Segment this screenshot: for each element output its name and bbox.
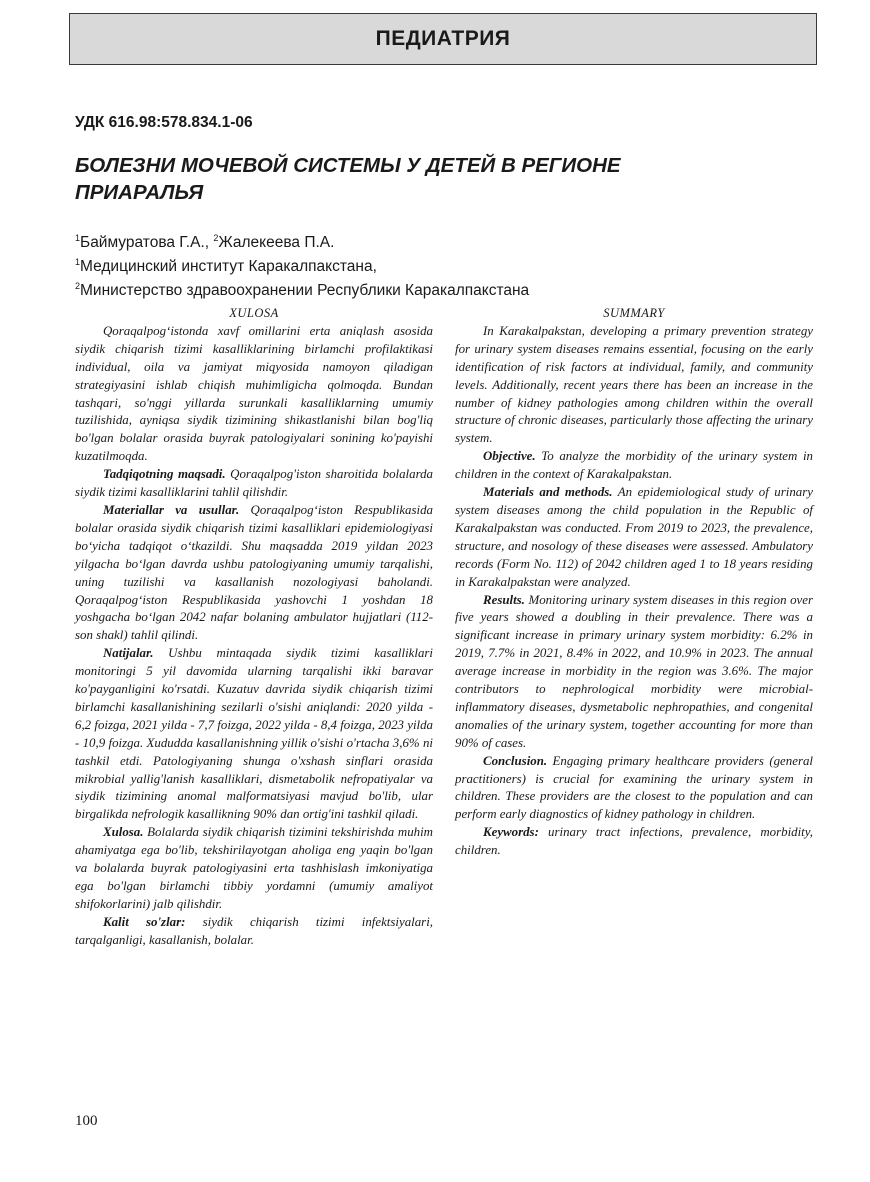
article-title <box>75 152 795 206</box>
title-line-1: БОЛЕЗНИ МОЧЕВОЙ СИСТЕМЫ У ДЕТЕЙ В РЕГИОНЕ <box>75 154 621 177</box>
results-text: Ushbu mintaqada siydik tizimi kasalliklari monitoringi 5 yil davomida ularning tarqalishi ikki baravar ko'payganligini ko'rsatdi. Kuzatuv davrida siydik chiqarish tizimi birlamchi kasallanishining sezilarli o'sishi aniqlandi: 2020 yilda - 6,2 foizga, 2021 yilda - 7,7 foizga, 2022 yilda - 8,4 foizga, 2023 yilda - 10,9 foizga. Xududda kasallanishning yillik o'sishi o'rtacha 3,6% ni tashkil etdi. Patologiyaning shunga o'xshash sinflari orasida mikrobial yallig'lanish kasalliklari, dismetabolik nefropatiyalar va siydik tizimining anomal malformatsiyasi mavjud bo'lib, ular birgalikda nefrologik kasallikning 90% dan ortig'ini tashkil qiladi. <box>75 646 433 822</box>
methods-label: Materiallar va usullar. <box>103 502 240 517</box>
page-number: 100 <box>75 1113 98 1129</box>
english-summary-column <box>455 305 813 860</box>
affiliation-1: Медицинский институт Каракалпакстана, <box>80 258 377 275</box>
summary-keywords <box>455 824 813 860</box>
results-label: Natijalar. <box>103 646 154 661</box>
xulosa-heading: XULOSA <box>229 306 279 320</box>
keywords-text: siydik chiqarish tizimi infektsiyalari, tarqalganligi, kasallanish, bolalar. <box>75 914 434 947</box>
xulosa-aim <box>75 466 433 502</box>
xulosa-intro: Qoraqalpog‘istonda xavf omillarini erta aniqlash asosida siydik chiqarish tizimi kasalliklarining birlamchi profilaktikasi individual, oila va jamiyat miqyosida namoyon qiladigan strategiyasini ishlab chiqish muhimligicha qolmoqda. Bundan tashqari, so'nggi yillarda surunkali kasalliklarning umumiy tuzilishida, ayniqsa siydik tizimining shikastlanishi bilan bog'liq bo'lgan bolalar orasida buyrak patologiyalari sonining ko'payishi kuzatilmoqda. <box>75 323 433 464</box>
aim-label: Tadqiqotning maqsadi. <box>103 467 226 482</box>
authors-block <box>75 231 795 303</box>
section-title: ПЕДИАТРИЯ <box>375 27 511 50</box>
udk-code: УДК 616.98:578.834.1-06 <box>75 114 253 131</box>
author-2: Жалекеева П.А. <box>218 234 335 251</box>
objective-text: To analyze the morbidity of the urinary system in children in the context of Karakalpakstan. <box>455 449 813 482</box>
uzbek-abstract-column <box>75 305 433 950</box>
author-1-sup: 1 <box>75 233 81 243</box>
xulosa-results <box>75 645 433 824</box>
xulosa-methods <box>75 502 433 645</box>
affiliation-2-line <box>75 279 795 303</box>
summary-methods <box>455 484 813 591</box>
author-2-sup: 2 <box>213 233 219 243</box>
methods-label: Materials and methods. <box>483 485 613 500</box>
affiliation-2: Министерство здравоохранении Республики Каракалпакстана <box>80 282 530 299</box>
affiliation-2-sup: 2 <box>75 281 81 291</box>
affiliation-1-line <box>75 255 795 279</box>
keywords-label: Keywords: <box>483 825 539 840</box>
methods-text: An epidemiological study of urinary system diseases among the child population in the Republic of Karakalpakstan was conducted. From 2019 to 2023, the prevalence, structure, and nosology of these diseases were assessed. Ambulatory records (Form No. 112) of 2042 children aged 1 to 18 years residing in Karakalpakstan were analyzed. <box>455 485 813 589</box>
methods-text: Qoraqalpog‘iston Respublikasida bolalar orasida siydik chiqarish tizimi kasalliklari epidemiologiyasi bo‘yicha tadqiqot o‘tkazildi. Shu maqsadda 2019 yildan 2023 yilgacha bo‘lgan davrda ushbu patologiyaning umumiy tarqalishi, uning tuzilishi va kasallanish nozologiyasi baholandi. Qoraqalpog‘iston Respublikasida yashovchi 1 yoshdan 18 yoshgacha bo‘lgan 2042 nafar bolaning ambulator hujjatlari (112-son shakl) tahlil qilindi. <box>75 502 433 643</box>
results-label: Results. <box>483 592 525 607</box>
conclusion-label: Conclusion. <box>483 753 548 768</box>
conclusion-text: Bolalarda siydik chiqarish tizimini tekshirishda muhim ahamiyatga ega bo'lib, tekshirilayotgan aholiga eng yaqin bo'lgan va bolalarda buyrak patologiyasini erta tashhislash imkoniyatiga ega bo'lgan birlamchi tibbiy yordamni (umumiy amaliyot shifokorlarini) jalb qilishdir. <box>75 825 433 911</box>
xulosa-keywords <box>75 914 433 950</box>
results-text: Monitoring urinary system diseases in this region over five years showed a doubling in their prevalence. There was a significant increase in primary urinary system morbidity: 6.2% in 2019, 7.7% in 2021, 8.4% in 2022, and 10.9% in 2023. The annual average increase in morbidity in the region was 3.6%. The major contributors to nephrological morbidity were microbial-inflammatory diseases, dysmetabolic nephropathies, and congenital anomalies of the urinary system, together accounting for more than 90% of cases. <box>455 592 813 750</box>
summary-heading: SUMMARY <box>603 306 665 320</box>
keywords-label: Kalit so'zlar: <box>103 914 186 929</box>
section-header <box>69 13 817 65</box>
author-line <box>75 231 795 255</box>
objective-label: Objective. <box>483 449 536 464</box>
aim-text: Qoraqalpog'iston sharoitida bolalarda siydik tizimi kasalliklarini tahlil qilishdir. <box>75 467 434 500</box>
keywords-text: urinary tract infections, prevalence, morbidity, children. <box>455 825 813 858</box>
conclusion-text: Engaging primary healthcare providers (general practitioners) is crucial for examining the urinary system in children. These providers are the closest to the population and can perform early diagnostics of kidney pathology in children. <box>455 753 813 822</box>
summary-objective <box>455 448 813 484</box>
summary-results <box>455 592 813 753</box>
title-line-2: ПРИАРАЛЬЯ <box>75 181 204 204</box>
conclusion-label: Xulosa. <box>103 825 144 840</box>
summary-conclusion <box>455 753 813 825</box>
author-1: Баймуратова Г.А., <box>80 234 214 251</box>
affiliation-1-sup: 1 <box>75 257 81 267</box>
summary-intro: In Karakalpakstan, developing a primary prevention strategy for urinary system diseases remains essential, focusing on the early identification of risk factors at individual, family, and community levels. Additionally, recent years there has been an increase in the number of kidney pathologies among children within the overall structure of chronic diseases, particularly those affecting the urinary system. <box>455 323 813 446</box>
xulosa-conclusion <box>75 824 433 914</box>
